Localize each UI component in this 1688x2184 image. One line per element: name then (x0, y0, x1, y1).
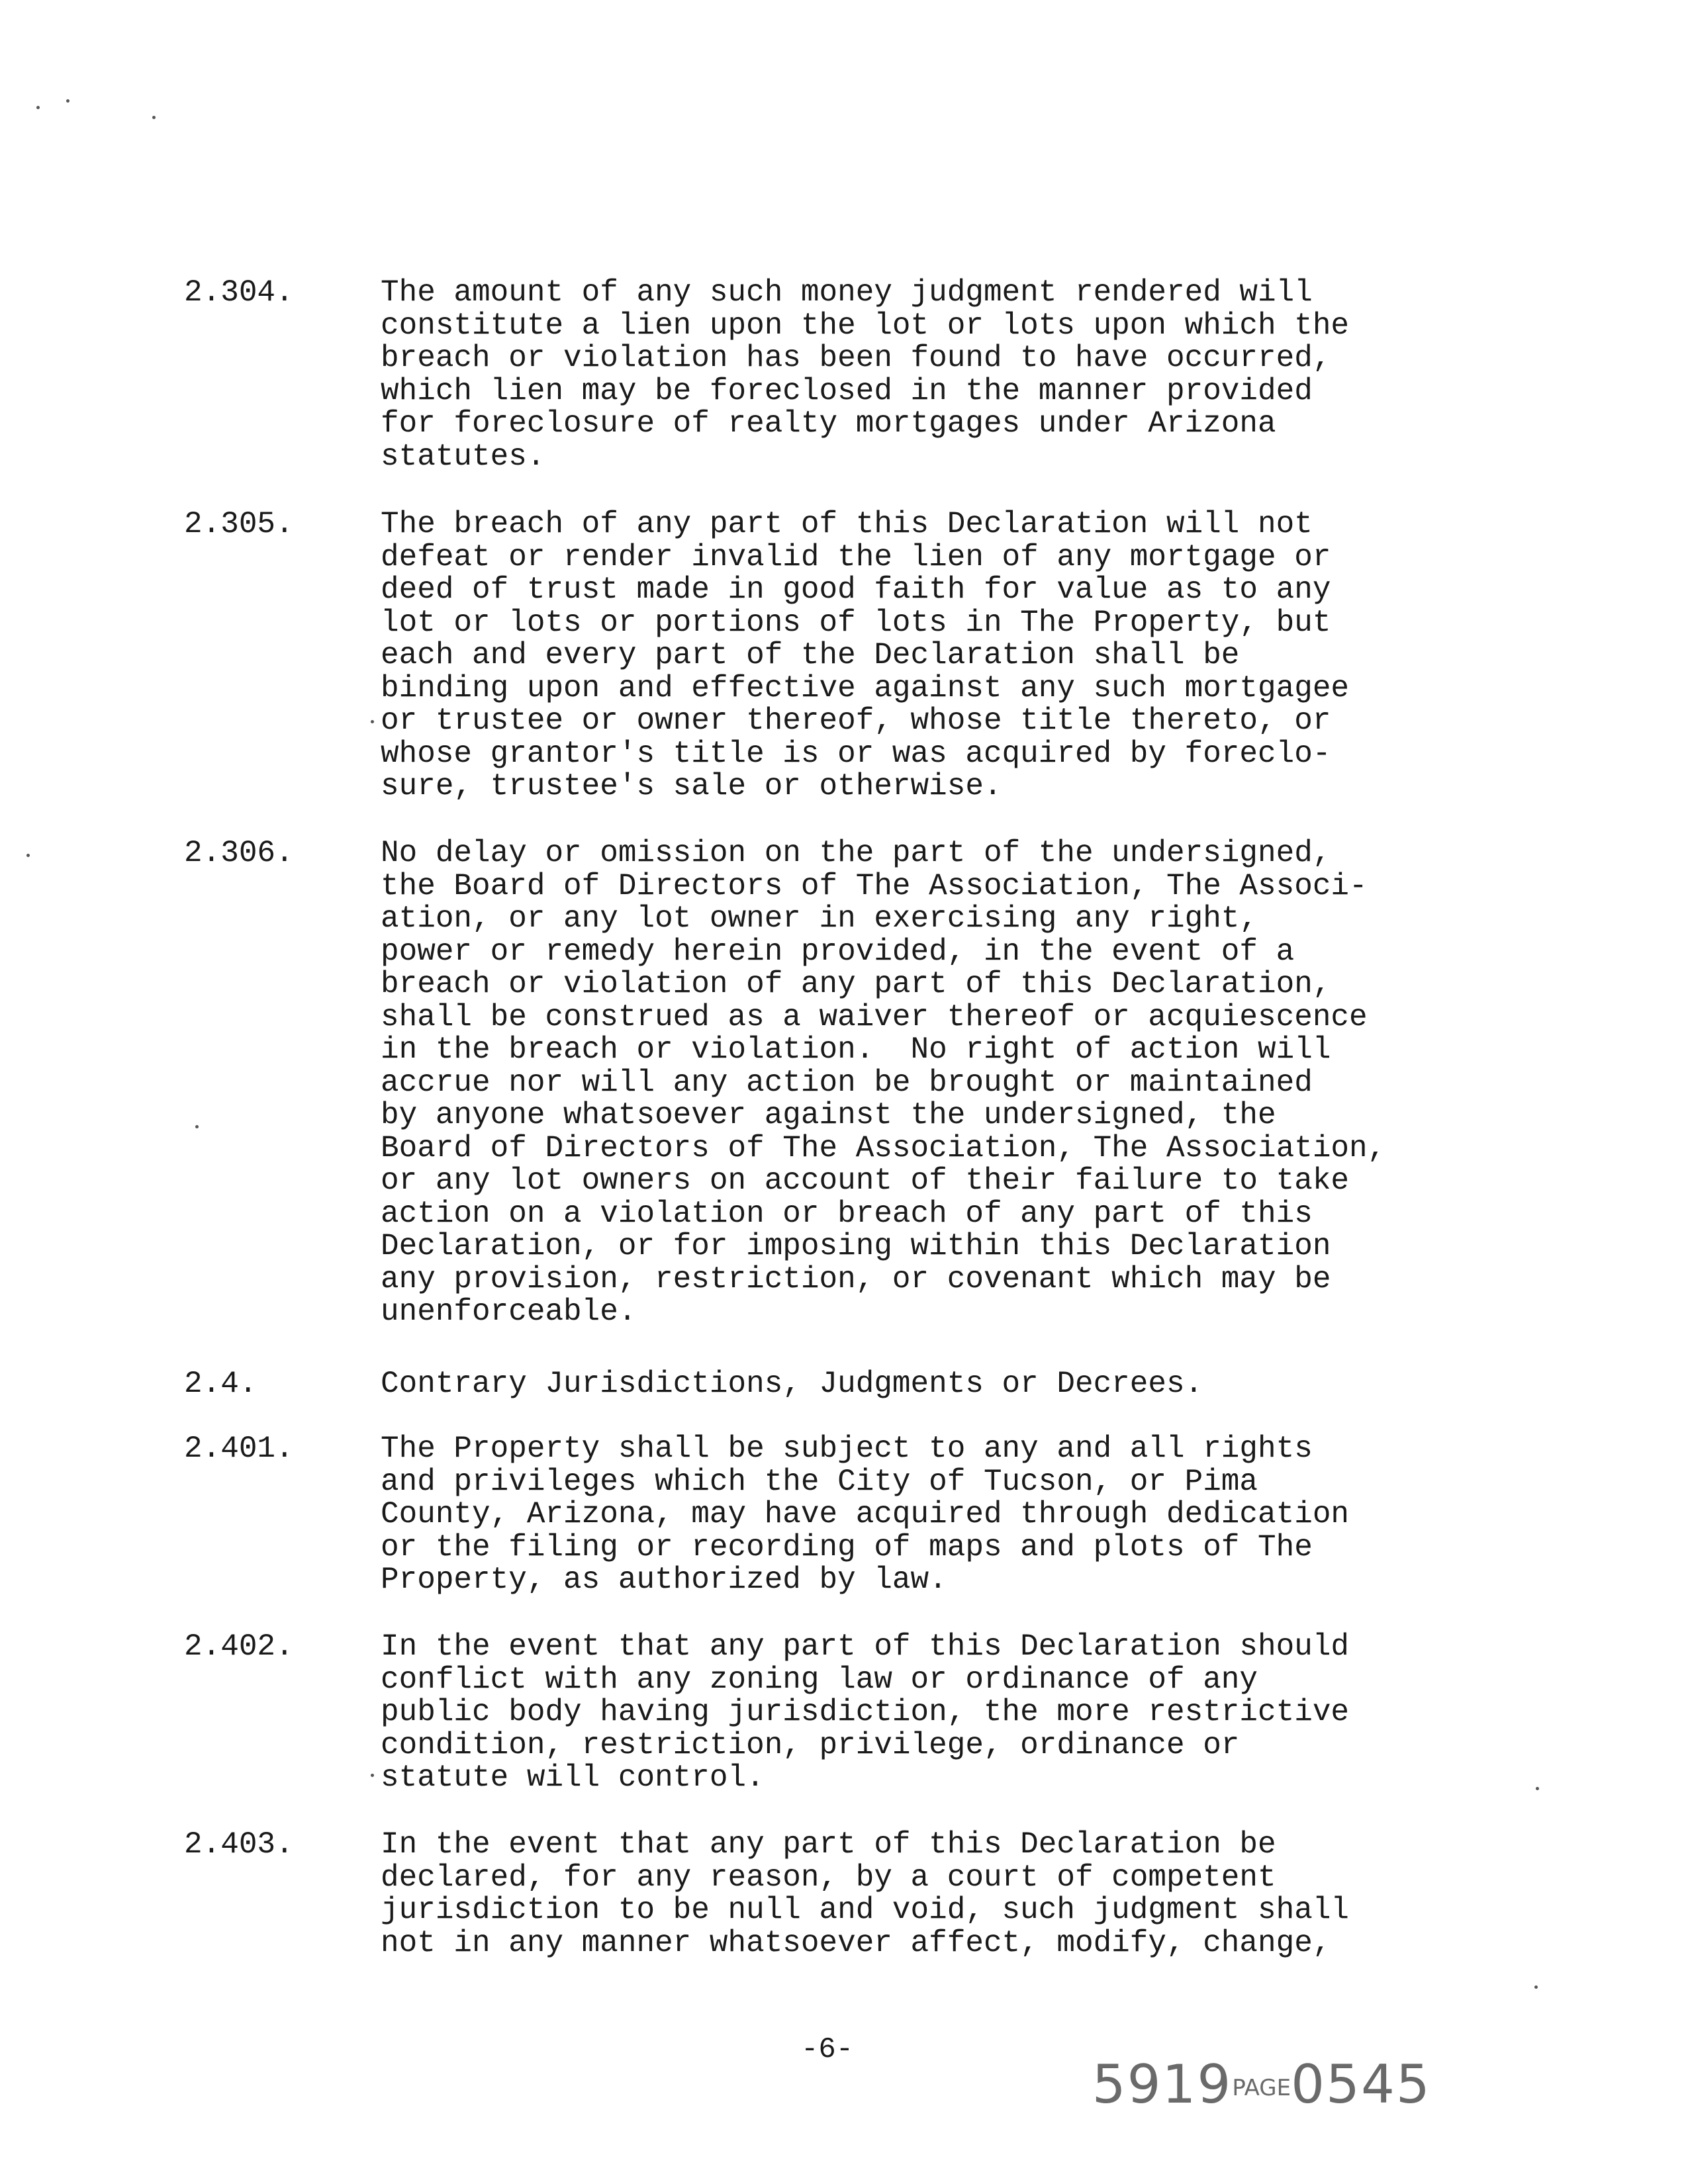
text-line: Declaration, or for imposing within this Declaration (381, 1229, 1331, 1263)
text-line: accrue nor will any action be brought or maintained (381, 1065, 1313, 1100)
text-line: sure, trustee's sale or otherwise. (381, 769, 1002, 803)
text-line: each and every part of the Declaration shall be (381, 638, 1240, 672)
text-line: constitute a lien upon the lot or lots upon which the (381, 308, 1350, 343)
section-heading (381, 1368, 1506, 1401)
text-line: ation, or any lot owner in exercising any right, (381, 901, 1258, 936)
text-line: any provision, restriction, or covenant which may be (381, 1261, 1331, 1297)
section-number: 2.4. (184, 1367, 258, 1401)
text-line: Property, as authorized by law. (381, 1563, 947, 1597)
section-text (381, 508, 1506, 803)
text-line: condition, restriction, privilege, ordinance or (381, 1727, 1240, 1762)
text-line: statutes. (381, 439, 545, 474)
text-line: for foreclosure of realty mortgages under Arizona (381, 406, 1276, 441)
section-number: 2.402. (184, 1629, 294, 1664)
section-text (381, 277, 1506, 473)
text-line: in the breach or violation. No right of action will (381, 1032, 1331, 1067)
scan-speck (1536, 1787, 1539, 1790)
scan-speck (1534, 1985, 1538, 1989)
text-line: declared, for any reason, by a court of competent (381, 1860, 1276, 1895)
text-line: conflict with any zoning law or ordinance of any (381, 1662, 1258, 1697)
section-text (381, 1433, 1506, 1597)
text-line: which lien may be foreclosed in the manner provided (381, 373, 1313, 408)
stamp-label: PAGE (1232, 2075, 1291, 2102)
text-line: shall be construed as a waiver thereof or acquiescence (381, 999, 1368, 1034)
scan-speck (195, 1125, 199, 1128)
text-line: County, Arizona, may have acquired through dedication (381, 1497, 1350, 1531)
section-number: 2.403. (184, 1827, 294, 1862)
text-line: or any lot owners on account of their failure to take (381, 1163, 1350, 1198)
scan-speck (66, 99, 70, 103)
scan-speck (36, 106, 40, 109)
text-line: The breach of any part of this Declaration will not (381, 507, 1313, 541)
text-line: Contrary Jurisdictions, Judgments or Decrees. (381, 1367, 1203, 1401)
text-line: binding upon and effective against any such mortgagee (381, 670, 1350, 705)
section-number: 2.305. (184, 507, 294, 541)
text-line: The Property shall be subject to any and all rights (381, 1432, 1313, 1466)
text-line: lot or lots or portions of lots in The Property, but (381, 605, 1331, 640)
text-line: whose grantor's title is or was acquired by foreclo- (381, 736, 1331, 771)
text-line: The amount of any such money judgment rendered will (381, 275, 1313, 310)
stamp-docket: 5919 (1092, 2054, 1233, 2115)
text-line: breach or violation of any part of this Declaration, (381, 967, 1331, 1001)
text-line: and privileges which the City of Tucson, or Pima (381, 1464, 1258, 1499)
text-line: public body having jurisdiction, the more restrictive (381, 1695, 1350, 1729)
scan-speck (371, 720, 374, 723)
text-line: breach or violation has been found to have occurred, (381, 341, 1331, 375)
text-line: or the filing or recording of maps and plots of The (381, 1529, 1313, 1565)
text-line: defeat or render invalid the lien of any mortgage or (381, 539, 1331, 574)
text-line: unenforceable. (381, 1295, 637, 1329)
text-line: deed of trust made in good faith for value as to any (381, 572, 1331, 607)
scan-speck (26, 854, 30, 857)
text-line: by anyone whatsoever against the undersigned, the (381, 1098, 1276, 1132)
text-line: In the event that any part of this Declaration should (381, 1629, 1350, 1664)
text-line: not in any manner whatsoever affect, modify, change, (381, 1925, 1331, 1960)
text-line: action on a violation or breach of any part of this (381, 1196, 1313, 1231)
section-number: 2.401. (184, 1432, 294, 1466)
section-number: 2.304. (184, 275, 294, 310)
text-line: In the event that any part of this Declaration be (381, 1827, 1276, 1862)
text-line: the Board of Directors of The Association, The Associ- (381, 868, 1368, 903)
scan-speck (152, 116, 156, 119)
section-text (381, 1829, 1506, 1960)
section-text (381, 1631, 1506, 1795)
section-number: 2.306. (184, 836, 294, 870)
page-number: -6- (801, 2033, 854, 2066)
text-line: or trustee or owner thereof, whose title thereto, or (381, 704, 1331, 738)
recording-stamp (1019, 1992, 1431, 2177)
stamp-page: 0545 (1291, 2054, 1431, 2115)
section-text (381, 837, 1506, 1329)
scan-speck (371, 1774, 374, 1777)
text-line: Board of Directors of The Association, The Association, (381, 1130, 1386, 1165)
text-line: No delay or omission on the part of the undersigned, (381, 836, 1331, 870)
text-line: jurisdiction to be null and void, such judgment shall (381, 1893, 1350, 1927)
text-line: statute will control. (381, 1760, 765, 1795)
text-line: power or remedy herein provided, in the event of a (381, 934, 1295, 969)
